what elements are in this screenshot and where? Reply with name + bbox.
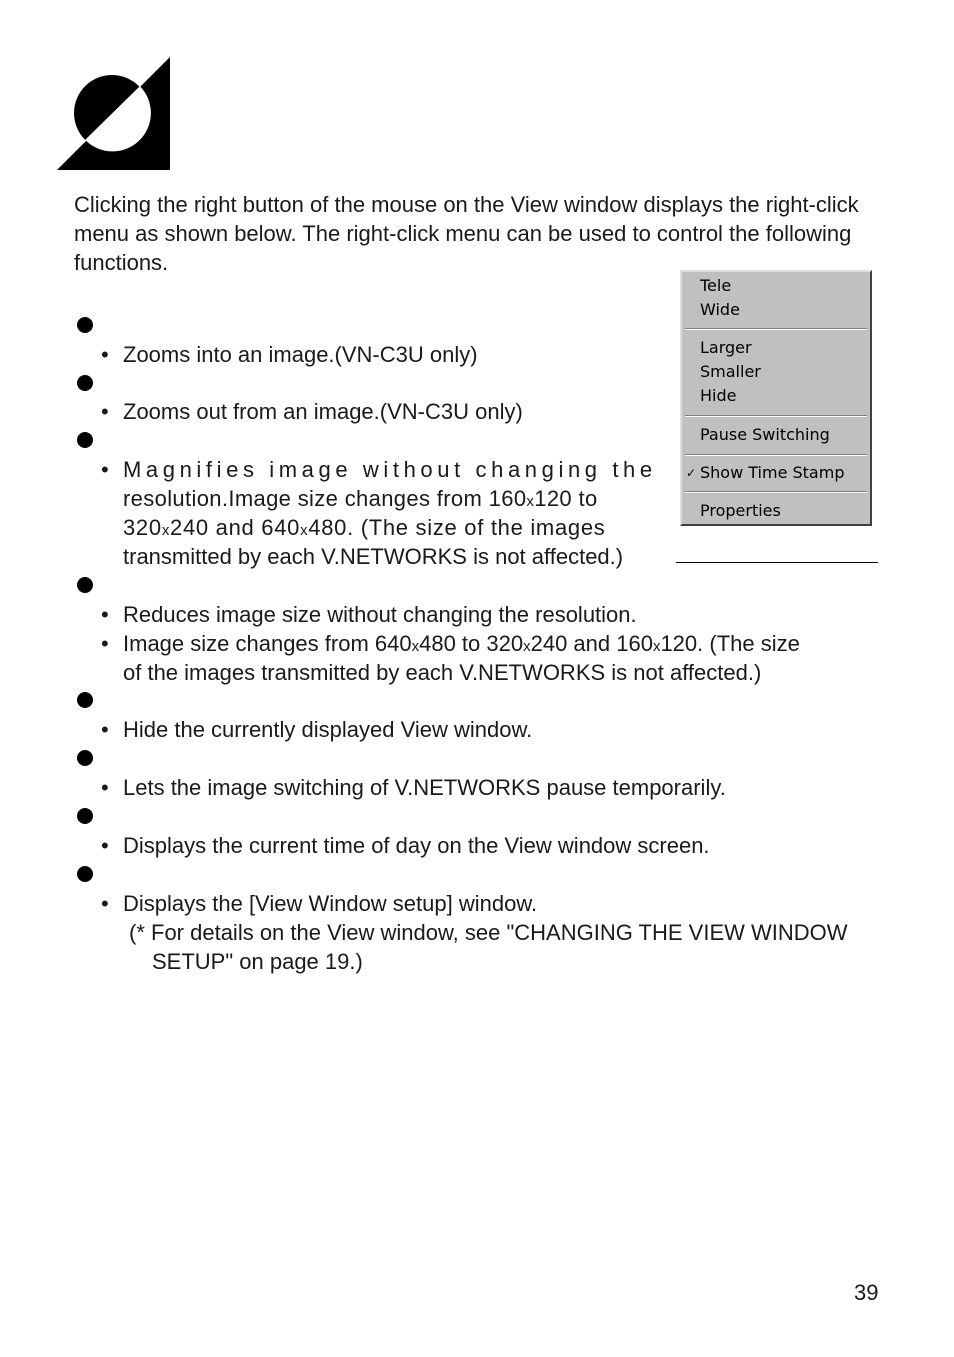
menu-separator [685,328,867,330]
heading-bullet-smaller [77,577,93,593]
heading-bullet-larger [77,432,93,448]
heading-bullet-hide [77,692,93,708]
page-number: 39 [854,1280,879,1305]
menu-item-pause-switching[interactable]: Pause Switching [700,425,830,444]
menu-separator [685,454,867,456]
larger-description-line1: • Magnifies image without changing the [101,457,657,482]
menu-item-show-time-stamp[interactable]: Show Time Stamp [700,463,845,482]
menu-item-properties[interactable]: Properties [700,501,781,520]
section-logo-icon [57,57,170,170]
menu-item-larger[interactable]: Larger [700,338,752,357]
menu-item-hide[interactable]: Hide [700,386,737,405]
menu-separator [685,415,867,417]
pause-switching-description: • Lets the image switching of V.NETWORKS pause temporarily. [101,775,726,800]
figure-caption-rule [676,562,878,563]
tele-description: • Zooms into an image.(VN-C3U only) [101,342,478,367]
smaller-description-2: • Image size changes from 640x480 to 320x240 and 160x120. (The size [101,631,800,656]
menu-item-smaller[interactable]: Smaller [700,362,761,381]
heading-bullet-properties [77,866,93,882]
heading-bullet-wide [77,375,93,391]
larger-description-line2: resolution.Image size changes from 160x120 to [123,486,598,511]
menu-item-wide[interactable]: Wide [700,300,740,319]
hide-description: • Hide the currently displayed View window. [101,717,533,742]
properties-description: • Displays the [View Window setup] window. [101,891,538,916]
smaller-description-2-continued: of the images transmitted by each V.NETWORKS is not affected.) [123,660,762,685]
properties-note-line2: SETUP" on page 19.) [152,949,363,974]
heading-bullet-tele [77,317,93,333]
show-time-stamp-description: • Displays the current time of day on the View window screen. [101,833,710,858]
right-click-menu [680,270,872,526]
intro-paragraph: Clicking the right button of the mouse on the View window displays the right-click menu as shown below. The right-click menu can be used to control the following functions. [74,192,859,275]
smaller-description-1: • Reduces image size without changing the resolution. [101,602,637,627]
larger-description-line4: transmitted by each V.NETWORKS is not affected.) [123,544,624,569]
larger-description-line3: 320x240 and 640x480. (The size of the images [123,515,606,540]
menu-item-tele[interactable]: Tele [700,276,732,295]
heading-bullet-pause-switching [77,750,93,766]
check-icon: ✓ [686,466,697,480]
menu-separator [685,491,867,493]
heading-bullet-show-time-stamp [77,808,93,824]
properties-note-line1: (* For details on the View window, see "CHANGING THE VIEW WINDOW [129,920,848,945]
wide-description: • Zooms out from an image.(VN-C3U only) [101,399,523,424]
